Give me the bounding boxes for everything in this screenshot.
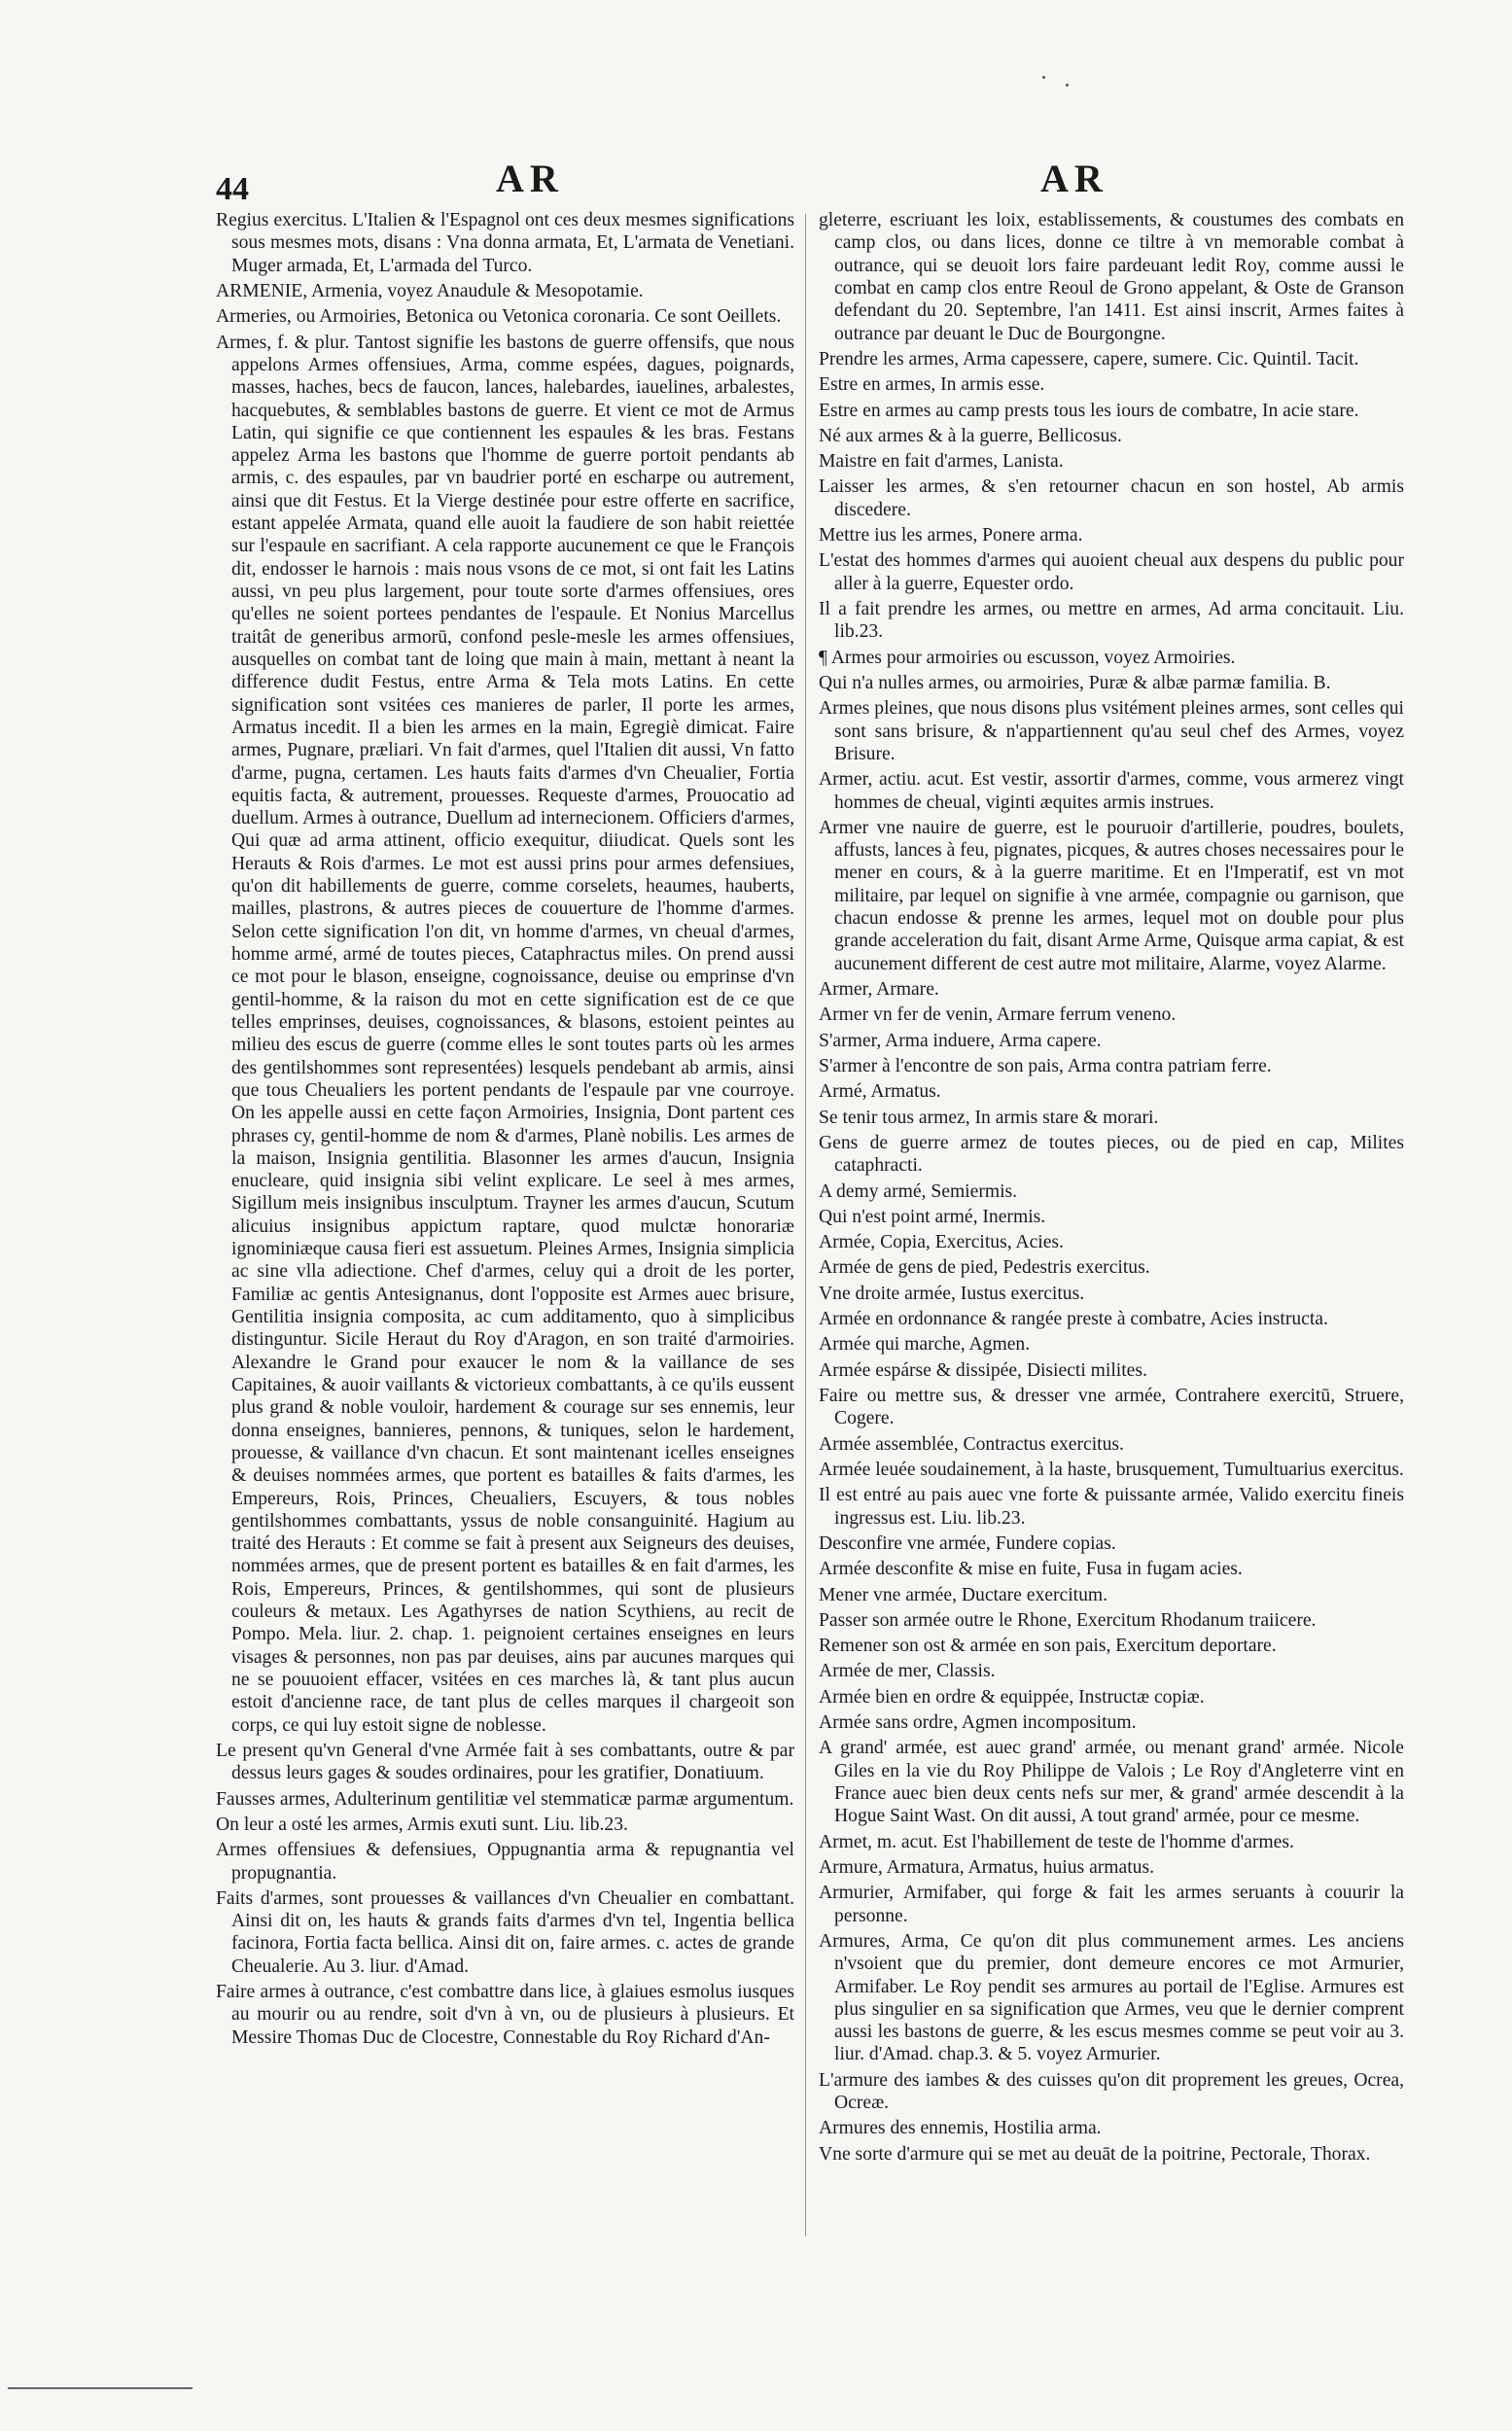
dictionary-entry: Armer vne nauire de guerre, est le pouruoir d'artillerie, poudres, boulets, affusts, lances à feu, pignates, picques, & autres choses necessaires pour le mener en cours, & à la guerre maritime. Et en l'Imperatif, est vn mot militaire, par lequel on signifie à vne armée, compagnie ou garnison, que chacun endosse & prenne les armes, lequel mot on double pour plus grande acceleration du fait, disant Arme Arme, Quisque arma capiat, & est aucunement different de cest autre mot militaire, Alarme, voyez Alarme. (819, 817, 1404, 974)
dictionary-entry: Faits d'armes, sont prouesses & vaillances d'vn Cheualier en combattant. Ainsi dit on, les hauts & grands faits d'armes d'vn tel, Ingentia bellica facinora, Fortia facta bellica. Ainsi dit on, faire armes. c. actes de grande Cheualerie. Au 3. liur. d'Amad. (216, 1887, 794, 1977)
dictionary-entry: Armures, Arma, Ce qu'on dit plus communement armes. Les anciens n'vsoient que du premier, dont demeure encores ce mot Armurier, Armifaber. Le Roy pendit ses armures au portail de l'Eglise. Armures est plus singulier en sa signification que Armes, veu que le dernier comprent aussi les bastons de guerre, & les escus mesmes comme se peut voir au 3. liur. d'Amad. chap.3. & 5. voyez Armurier. (819, 1930, 1404, 2065)
dictionary-entry: Armée leuée soudainement, à la haste, brusquement, Tumultuarius exercitus. (819, 1459, 1404, 1480)
dictionary-entry: Vne droite armée, Iustus exercitus. (819, 1283, 1085, 1304)
dictionary-entry: Armer, Armare. (819, 979, 939, 1000)
dictionary-entry: Armurier, Armifaber, qui forge & fait les armes seruants à couurir la personne. (819, 1883, 1404, 1926)
dictionary-entry: Se tenir tous armez, In armis stare & morari. (819, 1107, 1159, 1128)
dictionary-entry: Armures des ennemis, Hostilia arma. (819, 2118, 1102, 2139)
page-number: 44 (216, 171, 249, 207)
dictionary-entry: Qui n'a nulles armes, ou armoiries, Puræ & albæ parmæ familia. B. (819, 672, 1331, 693)
dictionary-entry: S'armer, Arma induere, Arma capere. (819, 1030, 1102, 1051)
dictionary-entry: Il a fait prendre les armes, ou mettre en armes, Ad arma concitauit. Liu. lib.23. (819, 599, 1404, 643)
dictionary-entry: gleterre, escriuant les loix, establissements, & coustumes des combats en camp clos, ou dans lices, donne ce tiltre à vn memorable combat à outrance, qui se deuoit lors faire pardeuant ledit Roy, comme aussi le combat en camp clos entre Reoul de Grono appelant, & Oste de Granson defendant du 20. Septembre, l'an 1411. Est ainsi inscrit, Armes faites à outrance par deuant le Duc de Bourgongne. (819, 210, 1404, 344)
dictionary-entry: Armure, Armatura, Armatus, huius armatus. (819, 1856, 1154, 1878)
dictionary-entry: Armée bien en ordre & equippée, Instructæ copiæ. (819, 1686, 1205, 1708)
dictionary-entry: Armet, m. acut. Est l'habillement de teste de l'homme d'armes. (819, 1831, 1294, 1852)
dictionary-entry: Le present qu'vn General d'vne Armée fait à ses combattants, outre & par dessus leurs gages & soudes ordinaires, pour les gratifier, Donatiuum. (216, 1740, 794, 1784)
dictionary-entry: Armée en ordonnance & rangée preste à combatre, Acies instructa. (819, 1309, 1328, 1330)
dictionary-entry: Qui n'est point armé, Inermis. (819, 1206, 1046, 1227)
dictionary-entry: ¶ Armes pour armoiries ou escusson, voyez Armoiries. (819, 647, 1236, 668)
dictionary-entry: Armée desconfite & mise en fuite, Fusa in fugam acies. (819, 1559, 1243, 1580)
dictionary-entry: A demy armé, Semiermis. (819, 1180, 1018, 1202)
dictionary-entry: Mener vne armée, Ductare exercitum. (819, 1584, 1108, 1605)
bottom-margin-rule (8, 2387, 193, 2389)
dictionary-entry: Estre en armes au camp prests tous les iours de combatre, In acie stare. (819, 400, 1359, 421)
dictionary-entry: Fausses armes, Adulterinum gentilitiæ vel stemmaticæ parmæ argumentum. (216, 1788, 794, 1810)
column-divider (805, 214, 806, 2237)
dictionary-entry: Gens de guerre armez de toutes pieces, ou de pied en cap, Milites cataphracti. (819, 1132, 1404, 1177)
running-head-left: AR (496, 157, 564, 200)
dictionary-entry: Maistre en fait d'armes, Lanista. (819, 451, 1064, 473)
right-column (819, 209, 1404, 2300)
dictionary-entry: Armée qui marche, Agmen. (819, 1334, 1031, 1356)
dictionary-entry: Faire armes à outrance, c'est combattre dans lice, à glaiues esmolus iusques au mourir ou au rendre, soit d'vn à vn, ou de plusieurs à plusieurs. Et Messire Thomas Duc de Clocestre, Connestable du Roy Richard d'An- (216, 1982, 794, 2048)
dictionary-entry: Armée assemblée, Contractus exercitus. (819, 1433, 1124, 1455)
dictionary-entry: Armée sans ordre, Agmen incompositum. (819, 1712, 1137, 1734)
dictionary-entry: Armée espárse & dissipée, Disiecti milites. (819, 1359, 1147, 1381)
dictionary-entry: Laisser les armes, & s'en retourner chacun en son hostel, Ab armis discedere. (819, 476, 1404, 520)
dictionary-entry: ARMENIE, Armenia, voyez Anaudule & Mesopotamie. (216, 280, 644, 301)
dictionary-entry: Il est entré au pais auec vne forte & puissante armée, Valido exercitu fineis ingressus est. Liu. lib.23. (819, 1485, 1404, 1529)
dictionary-entry: Armes, f. & plur. Tantost signifie les bastons de guerre offensifs, que nous appelons Armes offensiues, Arma, comme espées, dagues, poignards, masses, haches, becs de faucon, lances, halebardes, iauelines, arbalestes, hacquebutes, & semblables bastons de guerre. Et vient ce mot de Armus Latin, qui signifie ce que contiennent les espaules & les bras. Festans appelez Arma les bastons que l'homme de guerre portoit pendants ab armis, c. des espaules, par vn baudrier porté en escharpe ou autrement, ainsi que dit Festus. Et la Vierge destinée pour estre offerte en sacrifice, estant appelée Armata, quand elle auoit la faudiere de son habit reiettée sur l'espaule en sacrifiant. A cela rapporte aucunement ce que le François dit, endosser le harnois : mais nous vsons de ce mot, si ont fait les Latins aussi, vn peu plus largement, pour toute sorte d'armes offensiues, ores qu'elles ne soient portees pendantes de l'espaule. Et Nonius Marcellus traitât de generibus armorū, confond pesle-mesle les armes offensiues, ausquelles on combat tant de loing que main à main, mettant à neant la difference dudit Festus, entre Arma & Tela mots Latins. En cette signification sont vsitées ces manieres de parler, Il porte les armes, Armatus incedit. Il a bien les armes en la main, Egregiè dimicat. Faire armes, Pugnare, præliari. Vn fait d'armes, quel l'Italien dit aussi, Vn fatto d'arme, pugna, certamen. Les hauts faits d'armes d'vn Cheualier, Fortia equitis facta, & autrement, prouesses. Requeste d'armes, Prouocatio ad duellum. Armes à outrance, Duellum ad internecionem. Officiers d'armes, Qui quæ ad arma attinent, officio exequitur, diiudicat. Quels sont les Herauts & Rois d'armes. Le mot est aussi prins pour armes defensiues, qu'on dit habillements de guerre, comme corselets, heaumes, hauberts, mailles, plastrons, & autres pieces de couuerture de l'homme d'armes. Selon cette signification l'on dit, vn homme d'armes, vn cheual d'armes, homme armé, armé de toutes pieces, Cataphractus miles. On prend aussi ce mot pour le blason, enseigne, cognoissance, deuise ou emprinse d'vn gentil-homme, & la raison du mot en cette signification est de ce que telles emprinses, deuises, cognoissances, & blasons, estoient peintes au milieu des escus de guerre (comme elles le sont toutes parts où les armes des gentilshommes sont representées) lesquels pendebant ab armis, ainsi que tous Cheualiers les portent pendants de l'espaule par vne courroye. On les appelle aussi en cette façon Armoiries, Insignia, Dont partent ces phrases cy, gentil-homme de nom & d'armes, Planè nobilis. Les armes de la maison, Insignia gentilitia. Blasonner les armes d'aucun, Insignia enucleare, quid insignia sibi velint explicare. Le seel à mes armes, Sigillum meis insignibus insculptum. Trayner les armes d'aucun, Scutum alicuius insignibus appictum raptare, quod mulctæ honorariæ ignominiæque causa fieri est assuetum. Pleines Armes, Insignia simplicia ac sine vlla adiectione. Chef d'armes, celuy qui a droit de les porter, Familiæ ac gentis Antesignanus, dont l'opposite est Armes auec brisure, Gentilitia insignia composita, ac cum additamento, quo à simplicibus distinguntur. Sicile Heraut du Roy d'Aragon, en son traité d'armoiries. Alexandre le Grand pour exaucer le nom & la vaillance de ses Capitaines, & auoir vaillants & victorieux combattants, à ce qu'ils eussent plus grand & noble vouloir, hardement & courage sur ses ennemis, leur donna enseignes, bannieres, pennons, & tuniques, selon le hardement, prouesse, & vaillance d'vn chacun. Et sont maintenant icelles enseignes & deuises nommées armes, que portent es batailles & faits d'armes, les Empereurs, Rois, Princes, Cheualiers, Escuyers, & tous nobles gentilshommes combattants, yssus de noble consanguinité. Hagium au traité des Herauts : Et comme se fait à present aux Seigneurs des deuises, nommées armes, que de present portent es batailles & en fait d'armes, les Rois, Empereurs, Princes, & gentilshommes, qui sont de plusieurs couleurs & metaux. Les Agathyrses de nation Scythiens, au recit de Pompo. Mela. liur. 2. chap. 1. peignoient certaines enseignes en leurs visages & personnes, non pas par deuises, ains par aucunes marques qui ne se pouuoient effacer, vsitées en ces marches là, & tant plus aucun estoit d'ancienne race, de tant plus de celles marques il chargeoit son corps, ce qui luy estoit signe de noblesse. (216, 332, 794, 1736)
dictionary-entry: Passer son armée outre le Rhone, Exercitum Rhodanum traiicere. (819, 1609, 1317, 1631)
dictionary-entry: Prendre les armes, Arma capessere, capere, sumere. Cic. Quintil. Tacit. (819, 348, 1359, 370)
dictionary-entry: Faire ou mettre sus, & dresser vne armée, Contrahere exercitū, Struere, Cogere. (819, 1386, 1404, 1429)
dictionary-entry: Desconfire vne armée, Fundere copias. (819, 1533, 1116, 1554)
dictionary-entry: Armée, Copia, Exercitus, Acies. (819, 1232, 1064, 1253)
dictionary-entry: Armé, Armatus. (819, 1081, 941, 1103)
dictionary-entry: Estre en armes, In armis esse. (819, 374, 1045, 396)
ink-speck (1042, 76, 1045, 79)
dictionary-entry: A grand' armée, est auec grand' armée, ou menant grand' armée. Nicole Giles en la vie du Roy Philippe de Valois ; Le Roy d'Angleterre vint en France auec bien deux cents nefs sur mer, & grand' armée descendit à la Hogue Saint Wast. On dit aussi, A tout grand' armée, pour ce mesme. (819, 1738, 1404, 1827)
dictionary-entry: Remener son ost & armée en son pais, Exercitum deportare. (819, 1636, 1277, 1657)
dictionary-entry: Armes offensiues & defensiues, Oppugnantia arma & repugnantia vel propugnantia. (216, 1840, 794, 1884)
dictionary-entry: Armée de gens de pied, Pedestris exercitus. (819, 1257, 1150, 1279)
dictionary-entry: S'armer à l'encontre de son pais, Arma contra patriam ferre. (819, 1055, 1272, 1076)
dictionary-entry: Vne sorte d'armure qui se met au deuāt de la poitrine, Pectorale, Thorax. (819, 2143, 1371, 2165)
dictionary-entry: Armée de mer, Classis. (819, 1661, 996, 1682)
dictionary-entry: L'armure des iambes & des cuisses qu'on dit proprement les greues, Ocrea, Ocreæ. (819, 2069, 1404, 2114)
ink-speck (1066, 84, 1069, 87)
dictionary-entry: Armes pleines, que nous disons plus vsitément pleines armes, sont celles qui sont sans brisure, & n'appartiennent qu'au seul chef des Armes, voyez Brisure. (819, 698, 1404, 764)
running-head-right: AR (1040, 157, 1108, 200)
dictionary-entry: Armeries, ou Armoiries, Betonica ou Vetonica coronaria. Ce sont Oeillets. (216, 306, 782, 328)
left-column (216, 209, 794, 2300)
dictionary-entry: On leur a osté les armes, Armis exuti sunt. Liu. lib.23. (216, 1814, 628, 1835)
dictionary-entry: Mettre ius les armes, Ponere arma. (819, 525, 1083, 546)
dictionary-entry: L'estat des hommes d'armes qui auoient cheual aux despens du public pour aller à la guerre, Equester ordo. (819, 550, 1404, 594)
dictionary-entry: Armer vn fer de venin, Armare ferrum veneno. (819, 1004, 1177, 1026)
dictionary-entry: Né aux armes & à la guerre, Bellicosus. (819, 425, 1122, 446)
dictionary-entry: Armer, actiu. acut. Est vestir, assortir d'armes, comme, vous armerez vingt hommes de cheual, viginti æquites armis instrues. (819, 769, 1404, 813)
dictionary-entry: Regius exercitus. L'Italien & l'Espagnol ont ces deux mesmes significations sous mesmes mots, disans : Vna donna armata, Et, L'armata de Venetiani. Muger armada, Et, L'armada del Turco. (216, 210, 794, 276)
